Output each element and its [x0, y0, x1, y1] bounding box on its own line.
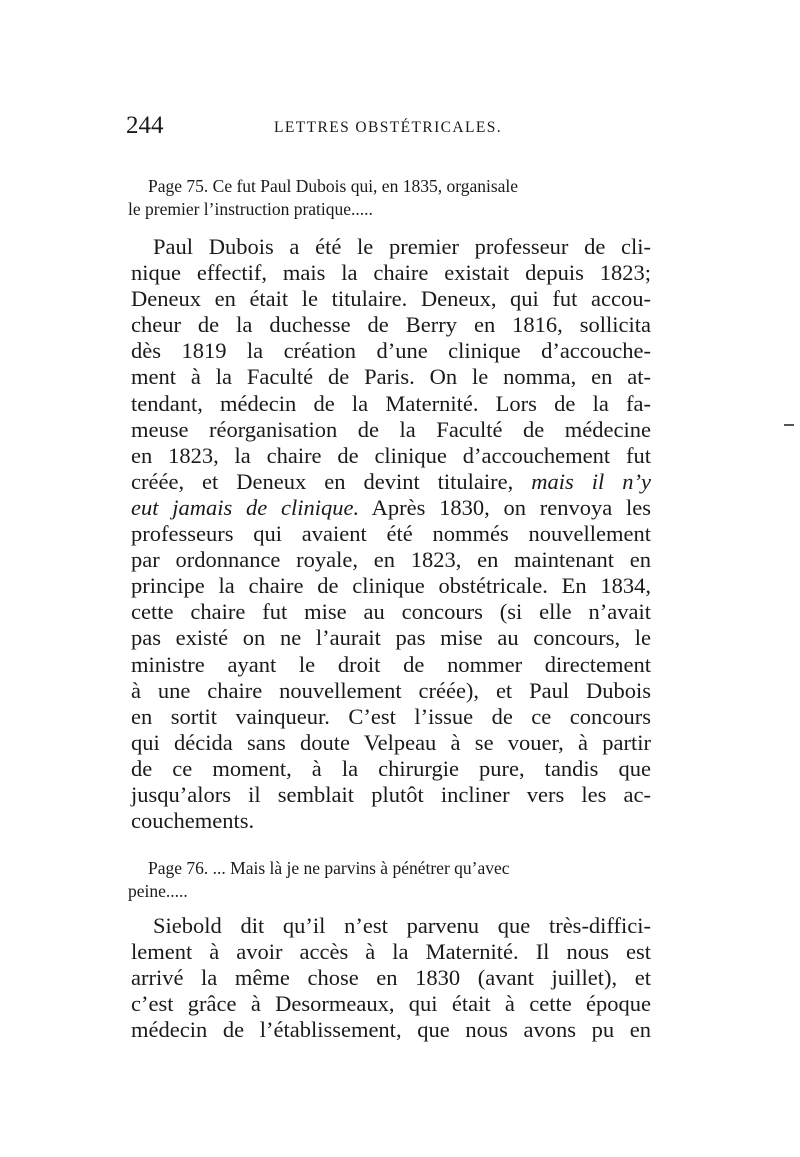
text-line: c’est grâce à Desormeaux, qui était à cette époque	[131, 991, 651, 1017]
text-segment: Après 1830, on renvoya les	[371, 494, 651, 520]
text-line: Deneux en était le titulaire. Deneux, qui fut accou-	[131, 286, 651, 312]
text-line: par ordonnance royale, en 1823, en maintenant en	[131, 547, 651, 573]
margin-mark	[784, 424, 794, 426]
note-line: Page 76. ... Mais là je ne parvins à pénétrer qu’avec	[148, 858, 510, 878]
text-line: qui décida sans doute Velpeau à se vouer, à partir	[131, 729, 651, 755]
text-segment: créée, et Deneux en devint titulaire,	[131, 468, 514, 494]
text-line: médecin de l’établissement, que nous avons pu en	[131, 1017, 651, 1043]
text-line: cette chaire fut mise au concours (si elle n’avait	[131, 599, 651, 625]
italic-segment: mais il n’y	[531, 468, 651, 494]
text-line: de ce moment, à la chirurgie pure, tandis que	[131, 755, 651, 781]
text-line: cheur de la duchesse de Berry en 1816, sollicita	[131, 312, 651, 338]
text-line: arrivé la même chose en 1830 (avant juillet), et	[131, 965, 651, 991]
note-line: peine.....	[128, 881, 188, 901]
text-line: couchements.	[131, 808, 255, 834]
note-line: le premier l’instruction pratique.....	[128, 199, 373, 219]
footnote-page-76	[128, 857, 648, 903]
paragraph-dubois	[131, 234, 651, 834]
text-line: en sortit vainqueur. C’est l’issue de ce concours	[131, 703, 651, 729]
text-line: principe la chaire de clinique obstétricale. En 1834,	[131, 573, 651, 599]
page-number: 244	[126, 112, 164, 139]
text-line: Paul Dubois a été le premier professeur de cli-	[153, 234, 651, 259]
text-line: nique effectif, mais la chaire existait depuis 1823;	[131, 260, 651, 286]
text-line: meuse réorganisation de la Faculté de médecine	[131, 416, 651, 442]
italic-segment: eut jamais de clinique.	[131, 494, 360, 520]
text-line: Siebold dit qu’il n’est parvenu que très-diffici-	[153, 913, 651, 938]
text-line: tendant, médecin de la Maternité. Lors de la fa-	[131, 390, 651, 416]
text-line	[131, 469, 651, 495]
text-line: pas existé on ne l’aurait pas mise au concours, le	[131, 625, 651, 651]
note-line: Page 75. Ce fut Paul Dubois qui, en 1835, organisale	[148, 176, 519, 196]
text-line: ministre ayant le droit de nommer directement	[131, 651, 651, 677]
footnote-page-75	[128, 175, 648, 221]
text-line: à une chaire nouvellement créée), et Paul Dubois	[131, 677, 651, 703]
text-line	[131, 495, 651, 521]
paragraph-siebold	[131, 913, 651, 1043]
text-line: dès 1819 la création d’une clinique d’accouche-	[131, 338, 651, 364]
text-line: en 1823, la chaire de clinique d’accouchement fut	[131, 442, 651, 468]
text-line: ment à la Faculté de Paris. On le nomma, en at-	[131, 364, 651, 390]
text-line: jusqu’alors il semblait plutôt incliner vers les ac-	[131, 781, 651, 807]
page-header	[126, 112, 646, 146]
running-head: LETTRES OBSTÉTRICALES.	[274, 119, 502, 136]
text-line: professeurs qui avaient été nommés nouvellement	[131, 521, 651, 547]
text-line: lement à avoir accès à la Maternité. Il nous est	[131, 939, 651, 965]
